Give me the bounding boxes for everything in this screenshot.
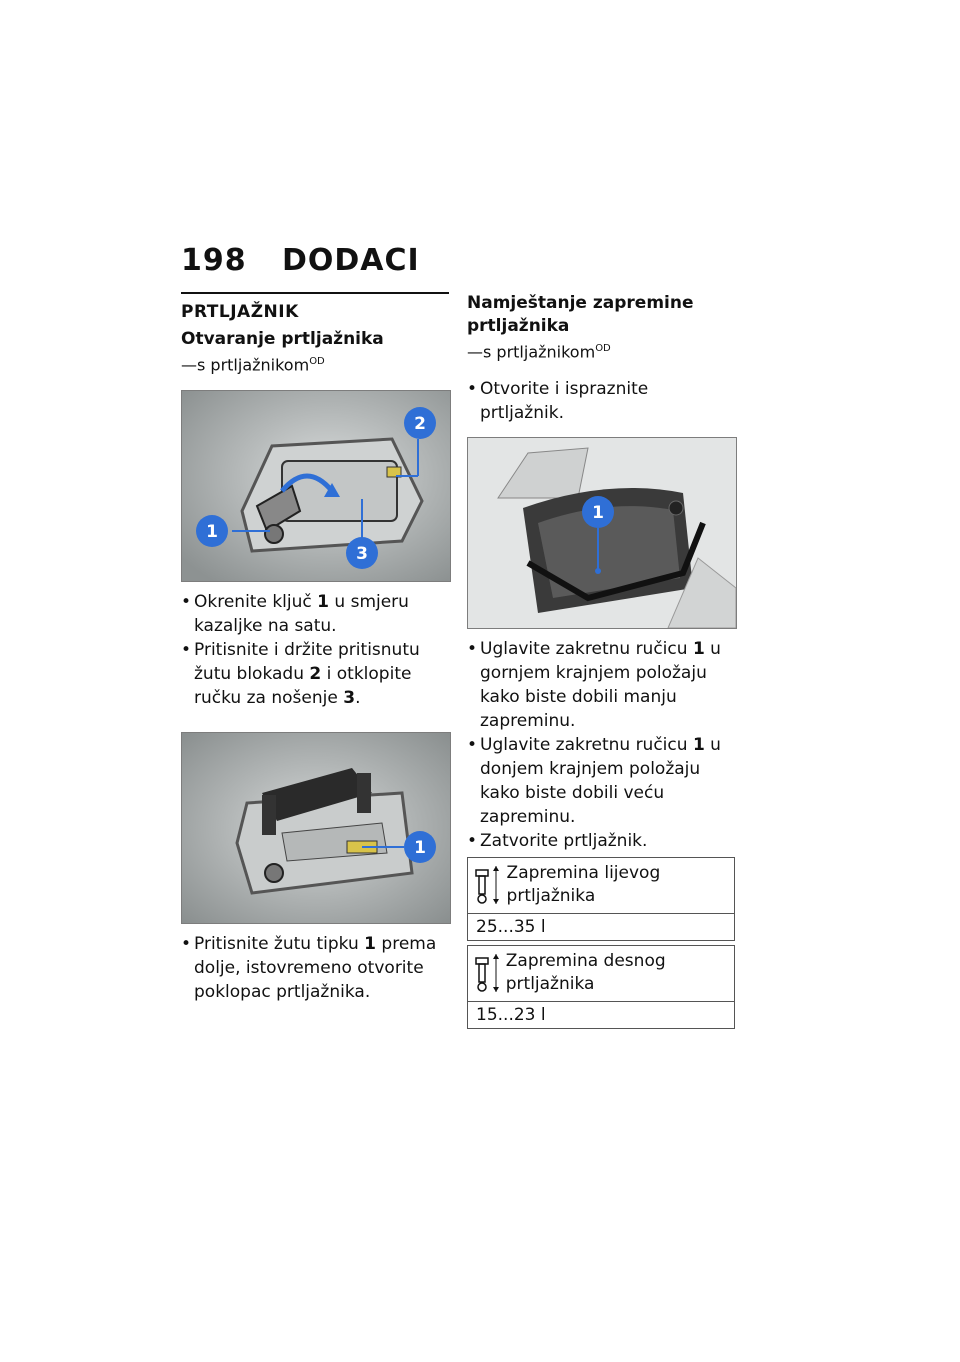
svg-text:2: 2 bbox=[414, 414, 426, 435]
equipment-note: —s prtljažnikom$^{OD}$ bbox=[181, 355, 325, 375]
step-lower-position: • Uglavite zakretnu ručicu 1 u donjem krajnjem položaju kako biste dobili veću zapreminu. bbox=[467, 733, 735, 829]
case-volume-icon bbox=[468, 858, 507, 913]
table-value: 25...35 l bbox=[476, 917, 546, 938]
table-label: Zapremina lijevog prtljažnika bbox=[506, 863, 661, 907]
svg-text:1: 1 bbox=[414, 838, 426, 859]
svg-text:1: 1 bbox=[206, 522, 218, 543]
step-press-button: • Pritisnite žutu tipku 1 prema dolje, istovremeno otvorite poklopac prtljažnika. bbox=[181, 932, 449, 1004]
step-press-lock: • Pritisnite i držite pritisnutu žutu blokadu 2 i otklopite ručku za nošenje 3. bbox=[181, 638, 449, 710]
callout-1 bbox=[196, 515, 228, 547]
photo-case-handle bbox=[181, 732, 451, 924]
table-value: 15...23 l bbox=[476, 1005, 546, 1026]
step-upper-position: • Uglavite zakretnu ručicu 1 u gornjem krajnjem položaju kako biste dobili manju zapreminu. bbox=[467, 637, 735, 733]
section-title: DODACI bbox=[282, 243, 420, 278]
step-close: • Zatvorite prtljažnik. bbox=[467, 829, 735, 853]
left-column bbox=[181, 292, 449, 1004]
photo-case-interior bbox=[467, 437, 737, 629]
right-case-volume-table bbox=[467, 945, 735, 1029]
heading-luggage: PRTLJAŽNIK bbox=[181, 302, 299, 322]
svg-text:3: 3 bbox=[356, 544, 368, 565]
right-column bbox=[467, 292, 735, 1029]
equipment-note: —s prtljažnikom$^{OD}$ bbox=[467, 342, 611, 362]
svg-text:1: 1 bbox=[592, 503, 604, 524]
callout-3 bbox=[346, 537, 378, 569]
page-number: 198 bbox=[181, 243, 247, 278]
callout-1 bbox=[582, 496, 614, 528]
case-volume-icon bbox=[468, 946, 506, 1001]
step-open-empty: • Otvorite i ispraznite prtljažnik. bbox=[467, 377, 735, 425]
left-case-volume-table bbox=[467, 857, 735, 941]
heading-volume: Namještanje zapremine prtljažnika bbox=[467, 293, 694, 336]
callout-1 bbox=[404, 831, 436, 863]
table-label: Zapremina desnog prtljažnika bbox=[505, 951, 666, 995]
heading-opening: Otvaranje prtljažnika bbox=[181, 329, 384, 349]
step-turn-key: • Okrenite ključ 1 u smjeru kazaljke na satu. bbox=[181, 590, 449, 638]
photo-case-lock bbox=[181, 390, 451, 582]
callout-2 bbox=[404, 407, 436, 439]
section-rule bbox=[181, 292, 449, 294]
